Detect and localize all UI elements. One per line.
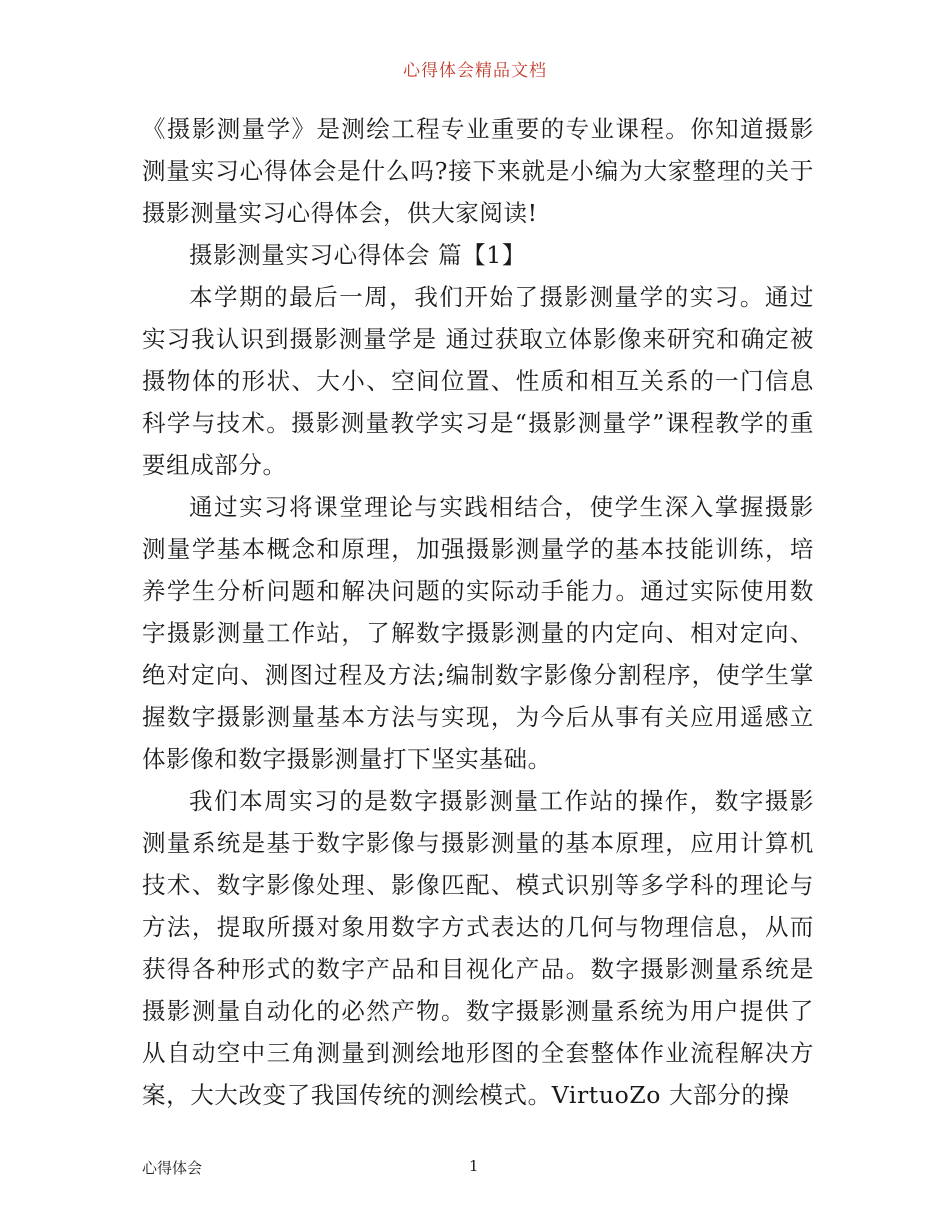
body-paragraph: 我们本周实习的是数字摄影测量工作站的操作，数字摄影测量系统是基于数字影像与摄影测量的基本原理，应用计算机技术、数字影像处理、影像匹配、模式识别等多学科的理论与方法，提取所摄对象用数字方式表达的几何与物理信息，从而获得各种形式的数字产品和目视化产品。数字摄影测量系统是摄影测量自动化的必然产物。数字摄影测量系统为用户提供了从自动空中三角测量到测绘地形图的全套整体作业流程解决方案，大大改变了我国传统的测绘模式。VirtuoZo 大部分的操 [142,787,814,1109]
footer-label: 心得体会 [142,1159,203,1177]
body-paragraph: 通过实习将课堂理论与实践相结合，使学生深入掌握摄影测量学基本概念和原理，加强摄影测量学的基本技能训练，培养学生分析问题和解决问题的实际动手能力。通过实际使用数字摄影测量工作站，了解数字摄影测量的内定向、相对定向、绝对定向、测图过程及方法;编制数字影像分割程序，使学生掌握数字摄影测量基本方法与实现，为今后从事有关应用遥感立体影像和数字摄影测量打下坚实基础。 [142,493,814,773]
body-paragraph: 本学期的最后一周，我们开始了摄影测量学的实习。通过实习我认识到摄影测量学是 通过获取立体影像来研究和确定被摄物体的形状、大小、空间位置、性质和相互关系的一门信息科学与技术。摄影测量教学实习是“摄影测量学”课程教学的重要组成部分。 [142,283,814,479]
page-number: 1 [469,1157,479,1175]
section-heading: 摄影测量实习心得体会 篇【1】 [189,241,526,269]
document-body [142,108,814,1116]
intro-paragraph: 《摄影测量学》是测绘工程专业重要的专业课程。你知道摄影测量实习心得体会是什么吗?接下来就是小编为大家整理的关于摄影测量实习心得体会，供大家阅读! [142,115,814,227]
header-title: 心得体会精品文档 [403,61,547,81]
